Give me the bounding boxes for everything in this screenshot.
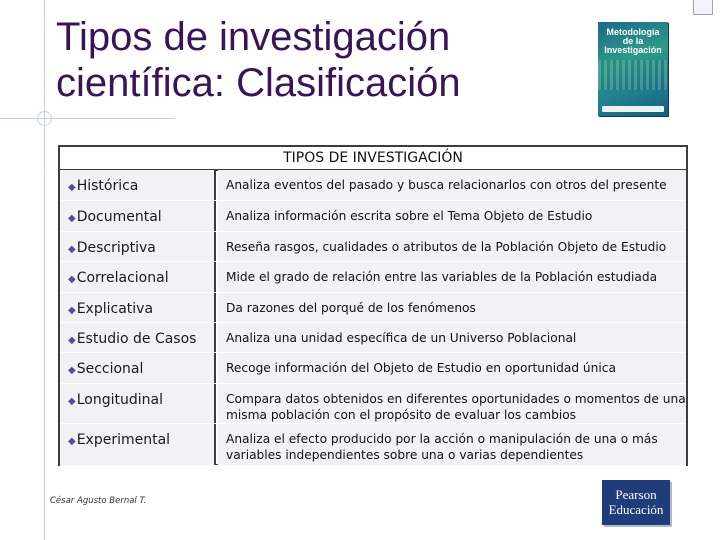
table-row — [60, 384, 686, 424]
row-description: Compara datos obtenidos en diferentes oportunidades o momentos de una misma población con el propósito de evaluar los cambios — [218, 384, 686, 423]
diamond-bullet-icon: ◆ — [68, 213, 76, 224]
book-cover-image — [598, 22, 668, 116]
decorative-vertical-line — [44, 0, 45, 540]
slide-title-line2: científica: Clasificación — [56, 61, 461, 105]
table-row — [60, 293, 686, 323]
publisher-logo — [602, 480, 670, 525]
row-description: Reseña rasgos, cualidades o atributos de la Población Objeto de Estudio — [218, 232, 686, 261]
table-row — [60, 353, 686, 384]
row-description: Analiza eventos del pasado y busca relacionarlos con otros del presente — [218, 170, 686, 200]
diamond-bullet-icon: ◆ — [68, 396, 76, 407]
diamond-bullet-icon: ◆ — [68, 365, 76, 376]
row-type-cell — [60, 384, 216, 423]
publisher-logo-line2: Educación — [608, 502, 664, 517]
table-row — [60, 170, 686, 201]
table-row — [60, 232, 686, 262]
row-type-cell — [60, 262, 216, 292]
diamond-bullet-icon: ◆ — [68, 244, 76, 255]
row-description: Da razones del porqué de los fenómenos — [218, 293, 686, 322]
book-cover-pattern — [598, 60, 668, 90]
row-type-cell — [60, 293, 216, 322]
row-description: Mide el grado de relación entre las variables de la Población estudiada — [218, 262, 686, 292]
row-type-cell — [60, 353, 216, 383]
row-description: Analiza una unidad específica de un Universo Poblacional — [218, 323, 686, 352]
row-type-label: Descriptiva — [76, 240, 156, 256]
table-row — [60, 262, 686, 293]
row-type-cell — [60, 170, 216, 200]
row-description: Analiza información escrita sobre el Tema Objeto de Estudio — [218, 201, 686, 231]
row-description: Analiza el efecto producido por la acción o manipulación de una o más variables independientes sobre una o varias dependientes — [218, 424, 686, 465]
table-row — [60, 323, 686, 353]
row-type-label: Longitudinal — [76, 392, 163, 408]
row-type-cell — [60, 323, 216, 352]
slide-title-line1: Tipos de investigación — [56, 15, 451, 59]
book-cover-title: Metodología de la Investigación — [604, 27, 662, 55]
row-type-label: Documental — [76, 209, 162, 225]
row-type-label: Experimental — [76, 432, 171, 448]
table-header: TIPOS DE INVESTIGACIÓN — [60, 147, 686, 171]
diamond-bullet-icon: ◆ — [68, 335, 76, 346]
decorative-circle — [37, 111, 52, 126]
row-type-label: Correlacional — [76, 270, 169, 286]
decorative-horizontal-line — [0, 118, 175, 119]
row-type-cell — [60, 232, 216, 261]
diamond-bullet-icon: ◆ — [68, 305, 76, 316]
row-description: Recoge información del Objeto de Estudio en oportunidad única — [218, 353, 686, 383]
row-type-label: Estudio de Casos — [76, 331, 197, 347]
corner-page-icon — [693, 0, 713, 15]
diamond-bullet-icon: ◆ — [68, 182, 76, 193]
row-type-label: Histórica — [76, 178, 139, 194]
diamond-bullet-icon: ◆ — [68, 436, 76, 447]
table-row — [60, 201, 686, 232]
table-row — [60, 424, 686, 466]
footer-author: César Agusto Bernal T. — [50, 496, 147, 506]
diamond-bullet-icon: ◆ — [68, 274, 76, 285]
book-cover-author-band — [602, 106, 664, 112]
publisher-logo-line1: Pearson — [615, 487, 657, 502]
row-type-cell — [60, 424, 216, 465]
row-type-cell — [60, 201, 216, 231]
row-type-label: Explicativa — [76, 301, 154, 317]
slide-title — [56, 14, 576, 106]
row-type-label: Seccional — [76, 361, 144, 377]
